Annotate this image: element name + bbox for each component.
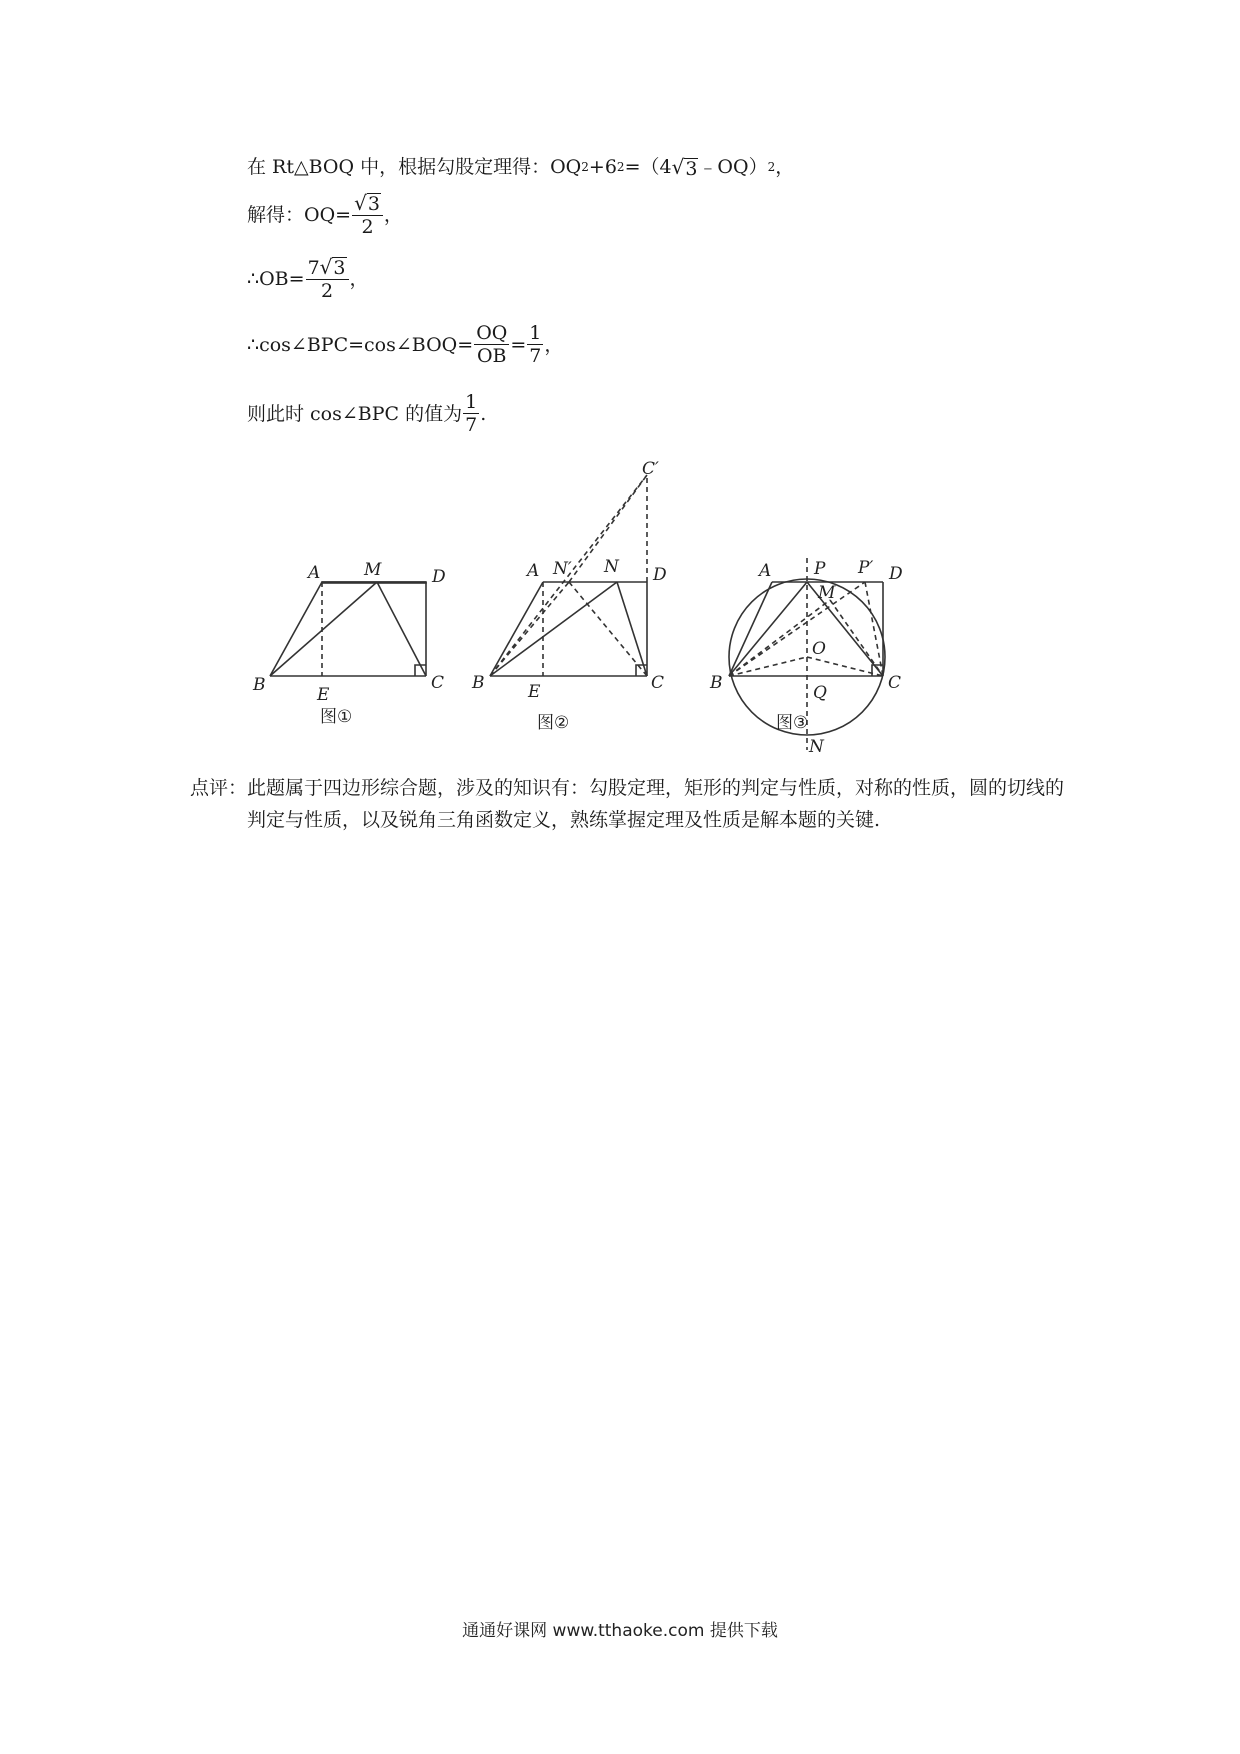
line2-den: 2 — [361, 216, 374, 238]
fig3-label-d: D — [889, 564, 903, 584]
line4-f1-den: OB — [476, 345, 507, 367]
fig3-label-c: C — [888, 673, 902, 693]
fig3-label-m: M — [818, 583, 836, 603]
fig3-label-n: N — [809, 737, 824, 757]
line3-den: 2 — [320, 280, 334, 302]
fig3-label-pp: P′ — [858, 558, 874, 578]
line2-prefix: 解得：OQ= — [247, 204, 352, 226]
fig3-label-b: B — [710, 673, 723, 693]
figure-1-diagram — [270, 582, 426, 676]
line4-f2-den: 7 — [529, 345, 542, 367]
fig3-label-p: P — [814, 559, 826, 579]
fig2-label-e: E — [528, 682, 541, 702]
line3-end: ， — [349, 268, 369, 290]
fig3-label-a: A — [759, 561, 772, 581]
line1-end: ， — [775, 156, 795, 178]
comment-text: 此题属于四边形综合题，涉及的知识有：勾股定理，矩形的判定与性质，对称的性质，圆的切线的判定与性质，以及锐角三角函数定义，熟练掌握定理及性质是解本题的关键. — [247, 777, 1065, 831]
fig1-label-b: B — [253, 675, 266, 695]
fig1-label-m: M — [364, 560, 382, 580]
line5-num: 1 — [465, 391, 478, 413]
fig2-label-d: D — [653, 565, 667, 585]
solution-line-1: 在 Rt△BOQ 中，根据勾股定理得：OQ 2 +6 2 =（4 √ 3 ﹣OQ） 2 ， — [247, 155, 795, 180]
fig1-caption: 图① — [320, 707, 353, 727]
fig1-label-d: D — [432, 567, 446, 587]
fig1-label-c: C — [431, 673, 445, 693]
line3-sqrt-arg: 3 — [333, 257, 346, 279]
line4-prefix: ∴cos∠BPC=cos∠BOQ= — [247, 333, 474, 356]
fig2-label-np: N′ — [553, 559, 572, 579]
page-footer: 通通好课网 www.tthaoke.com 提供下载 — [462, 1621, 778, 1641]
line1-sqrt: √ 3 — [671, 155, 698, 180]
fig2-label-cp: C′ — [642, 459, 659, 479]
line1-mid: +6 — [588, 156, 617, 178]
fig3-caption: 图③ — [776, 713, 809, 733]
geometry-figures — [0, 0, 1240, 780]
line4-eq: = — [510, 333, 527, 356]
line3-prefix: ∴OB= — [247, 268, 305, 290]
fig2-label-c: C — [651, 673, 665, 693]
fig1-label-a: A — [308, 563, 321, 583]
line4-f2-num: 1 — [529, 322, 542, 344]
line1-eq: =（4 — [624, 156, 672, 178]
line4-f1-num: OQ — [476, 322, 508, 344]
line3-fraction: 7 √ 3 2 — [306, 256, 349, 302]
line2-sqrt-arg: 3 — [367, 193, 380, 215]
fig2-label-a: A — [527, 561, 540, 581]
fig3-label-q: Q — [813, 683, 827, 703]
line5-end: . — [480, 402, 487, 425]
line4-end: ， — [544, 333, 564, 356]
line5-prefix: 则此时 cos∠BPC 的值为 — [247, 402, 463, 425]
fig1-label-e: E — [317, 685, 330, 705]
line3-coef: 7 — [307, 257, 320, 279]
line2-end: ， — [383, 204, 403, 226]
line1-sqrt-arg: 3 — [685, 158, 698, 180]
fig2-label-b: B — [472, 673, 485, 693]
fig2-caption: 图② — [537, 713, 570, 733]
comment-section — [190, 772, 1070, 836]
line5-den: 7 — [465, 414, 478, 436]
fig2-label-n: N — [604, 557, 619, 577]
line1-tail: ﹣OQ） — [698, 156, 768, 178]
line2-fraction: √ 3 2 — [352, 192, 383, 238]
comment-label: 点评： — [190, 777, 248, 799]
fig3-label-o: O — [812, 639, 826, 659]
line1-prefix: 在 Rt△BOQ 中，根据勾股定理得：OQ — [247, 156, 582, 178]
